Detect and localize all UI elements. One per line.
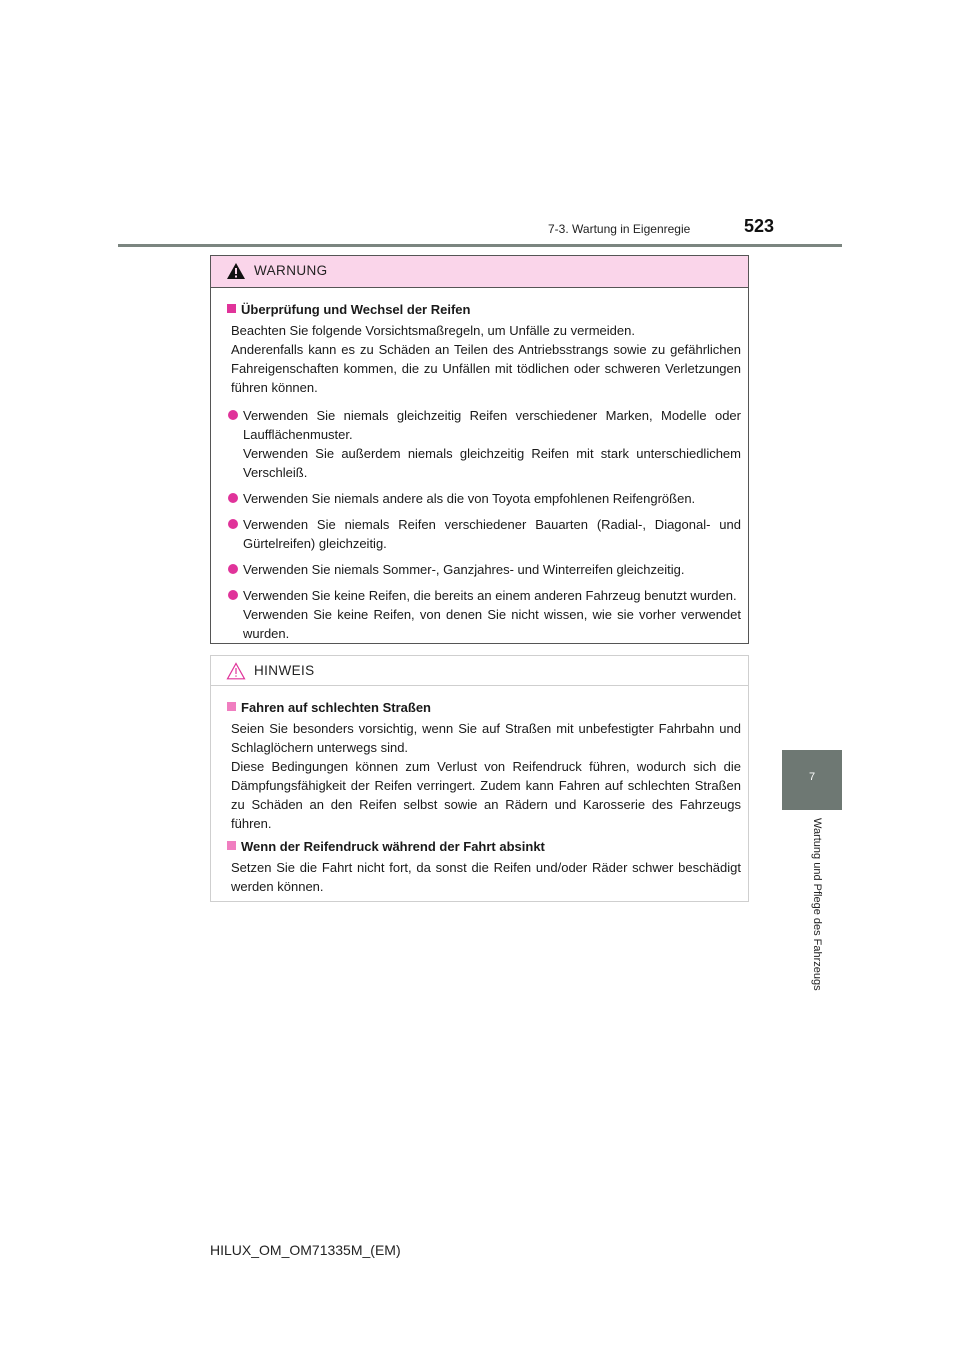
warning-label: WARNUNG [254,263,328,278]
round-bullet-icon [228,564,238,574]
round-bullet-icon [228,410,238,420]
section-title: Fahren auf schlechten Straßen [227,698,741,717]
section-title: Überprüfung und Wechsel der Reifen [227,300,741,319]
list-item: Verwenden Sie niemals Reifen verschiedener Bauarten (Radial-, Diagonal- und Gürtelreifen) gleichzeitig. [227,515,741,553]
round-bullet-icon [228,590,238,600]
list-item: Verwenden Sie niemals gleichzeitig Reifen verschiedener Marken, Modelle oder Laufflächenmuster. Verwenden Sie außerdem niemals gleichzeitig Reifen mit stark unterschiedlichem Verschleiß. [227,406,741,482]
warning-header [211,256,748,288]
square-bullet-icon [227,304,236,313]
page-number: 523 [744,216,775,236]
round-bullet-icon [228,519,238,529]
list-item: Verwenden Sie niemals Sommer-, Ganzjahres- und Winterreifen gleichzeitig. [227,560,741,579]
notice-label: HINWEIS [254,663,315,678]
chapter-label: Wartung und Pflege des Fahrzeugs [811,818,823,991]
caution-triangle-icon [226,662,246,680]
round-bullet-icon [228,493,238,503]
notice-box [210,655,749,902]
list-item: Verwenden Sie keine Reifen, die bereits an einem anderen Fahrzeug benutzt wurden. Verwenden Sie keine Reifen, von denen Sie nicht wissen, wie sie vorher verwendet wurden. [227,586,741,643]
list-item: Verwenden Sie niemals andere als die von Toyota empfohlenen Reifengrößen. [227,489,741,508]
warning-box [210,255,749,644]
warning-content [227,300,741,650]
bullet-list [227,406,741,643]
document-code: HILUX_OM_OM71335M_(EM) [210,1242,401,1258]
section-header: 7-3. Wartung in Eigenregie [548,222,691,236]
chapter-tab [782,750,842,810]
paragraph: Seien Sie besonders vorsichtig, wenn Sie auf Straßen mit unbefestigter Fahrbahn und Schlaglöchern unterwegs sind. Diese Bedingungen können zum Verlust von Reifendruck führen, wodurch sich die Dämpfungsfähigkeit der Reifen verringert. Zudem kann Fahren auf schlechten Straßen zu Schäden an den Reifen selbst sowie an Rädern und Karosserie des Fahrzeugs führen. [231,721,741,831]
paragraph: Beachten Sie folgende Vorsichtsmaßregeln, um Unfälle zu vermeiden. Anderenfalls kann es zu Schäden an Teilen des Antriebsstrangs sowie zu gefährlichen Fahreigenschaften kommen, die zu Unfällen mit tödlichen oder schweren Verletzungen führen können. [231,323,741,395]
header-divider [118,244,842,247]
warning-triangle-icon [226,262,246,280]
square-bullet-icon [227,702,236,711]
notice-header [211,656,748,686]
square-bullet-icon [227,841,236,850]
notice-content [227,698,741,896]
chapter-number: 7 [808,771,816,783]
section-title: Wenn der Reifendruck während der Fahrt absinkt [227,837,741,856]
paragraph: Setzen Sie die Fahrt nicht fort, da sonst die Reifen und/oder Räder schwer beschädigt werden können. [231,860,741,894]
